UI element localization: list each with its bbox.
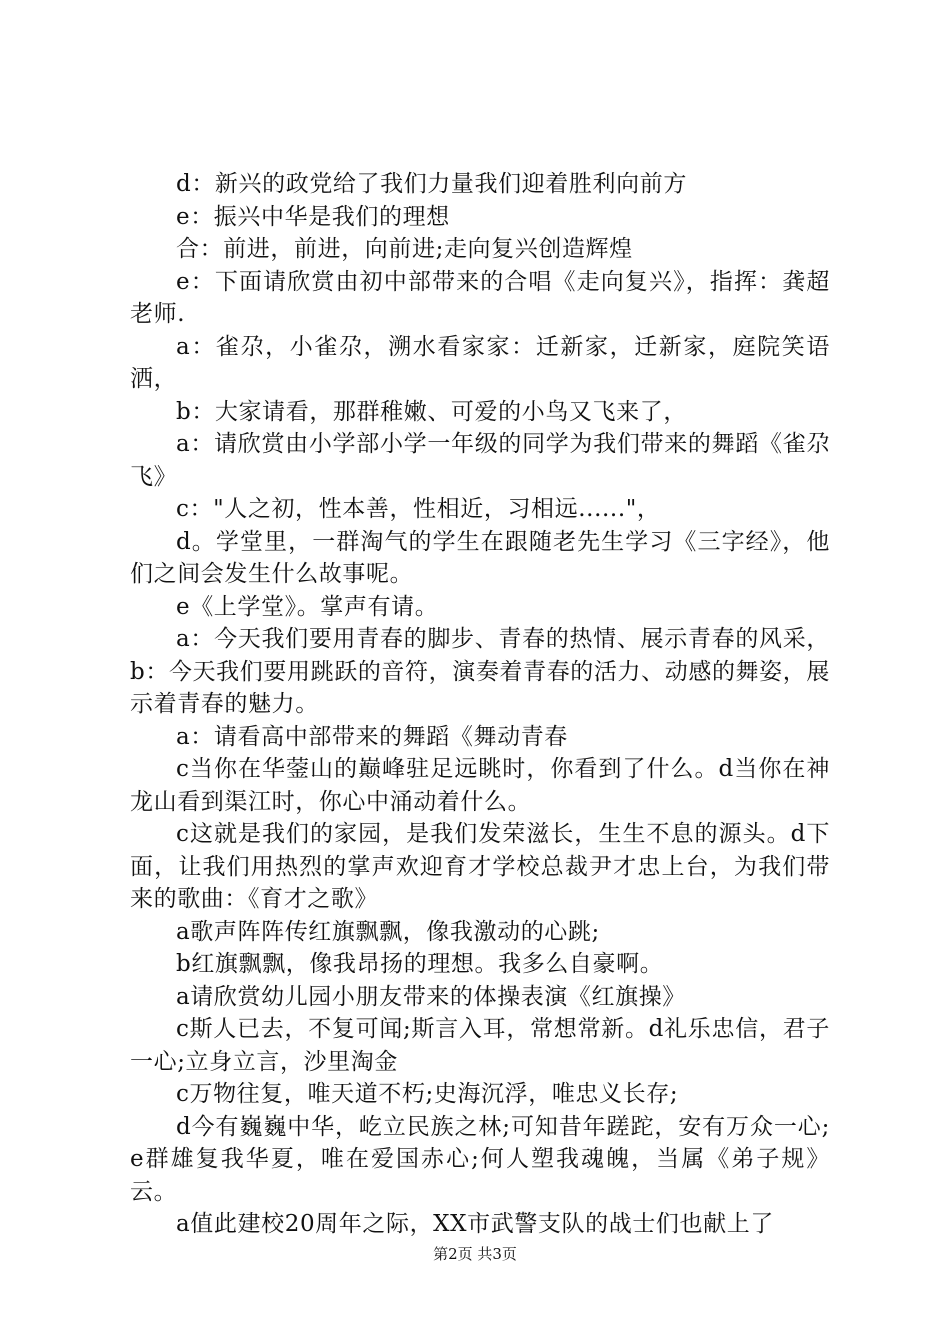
paragraph: a：雀尕，小雀尕，溯水看家家：迁新家，迁新家，庭院笑语洒， — [130, 333, 830, 392]
paragraph: d。学堂里，一群淘气的学生在跟随老先生学习《三字经》，他们之间会发生什么故事呢。 — [130, 528, 830, 587]
paragraph: a：请欣赏由小学部小学一年级的同学为我们带来的舞蹈《雀尕飞》 — [130, 431, 830, 490]
document-body — [130, 168, 830, 1241]
paragraph: e：振兴中华是我们的理想 — [176, 203, 450, 230]
paragraph: c万物往复，唯天道不朽;史海沉浮，唯忠义长存; — [176, 1081, 679, 1107]
paragraph: c这就是我们的家园，是我们发荣滋长，生生不息的源头。d下面，让我们用热烈的掌声欢迎育才学校总裁尹才忠上台，为我们带来的歌曲：《育才之歌》 — [130, 821, 830, 912]
paragraph: a：请看高中部带来的舞蹈《舞动青春 — [176, 723, 568, 750]
paragraph: e《上学堂》。掌声有请。 — [176, 593, 439, 620]
paragraph: 合：前进，前进，向前进;走向复兴创造辉煌 — [176, 236, 633, 262]
paragraph: c斯人已去，不复可闻;斯言入耳，常想常新。d礼乐忠信，君子一心;立身立言，沙里淘金 — [130, 1016, 830, 1075]
paragraph: a请欣赏幼儿园小朋友带来的体操表演《红旗操》 — [176, 983, 686, 1010]
paragraph: a歌声阵阵传红旗飘飘，像我激动的心跳; — [176, 918, 600, 945]
paragraph: a值此建校20周年之际，XX市武警支队的战士们也献上了 — [176, 1211, 774, 1237]
paragraph: b：大家请看，那群稚嫩、可爱的小鸟又飞来了， — [176, 398, 687, 425]
paragraph: c："人之初，性本善，性相近，习相远......"， — [176, 496, 661, 522]
paragraph: d：新兴的政党给了我们力量我们迎着胜利向前方 — [176, 171, 687, 197]
paragraph: a：今天我们要用青春的脚步、青春的热情、展示青春的风采，b：今天我们要用跳跃的音符，演奏着青春的活力、动感的舞姿，展示着青春的魅力。 — [130, 626, 830, 717]
page-footer: 第2页 共3页 — [433, 1245, 517, 1263]
paragraph: e：下面请欣赏由初中部带来的合唱《走向复兴》，指挥：龚超老师. — [130, 268, 830, 327]
paragraph: b红旗飘飘，像我昂扬的理想。我多么自豪啊。 — [176, 951, 664, 977]
paragraph: c当你在华蓥山的巅峰驻足远眺时，你看到了什么。d当你在神龙山看到渠江时，你心中涌动着什么。 — [130, 756, 830, 815]
paragraph: d今有巍巍中华，屹立民族之林;可知昔年蹉跎，安有万众一心;e群雄复我华夏，唯在爱国赤心;何人塑我魂魄，当属《弟子规》云。 — [130, 1113, 830, 1205]
